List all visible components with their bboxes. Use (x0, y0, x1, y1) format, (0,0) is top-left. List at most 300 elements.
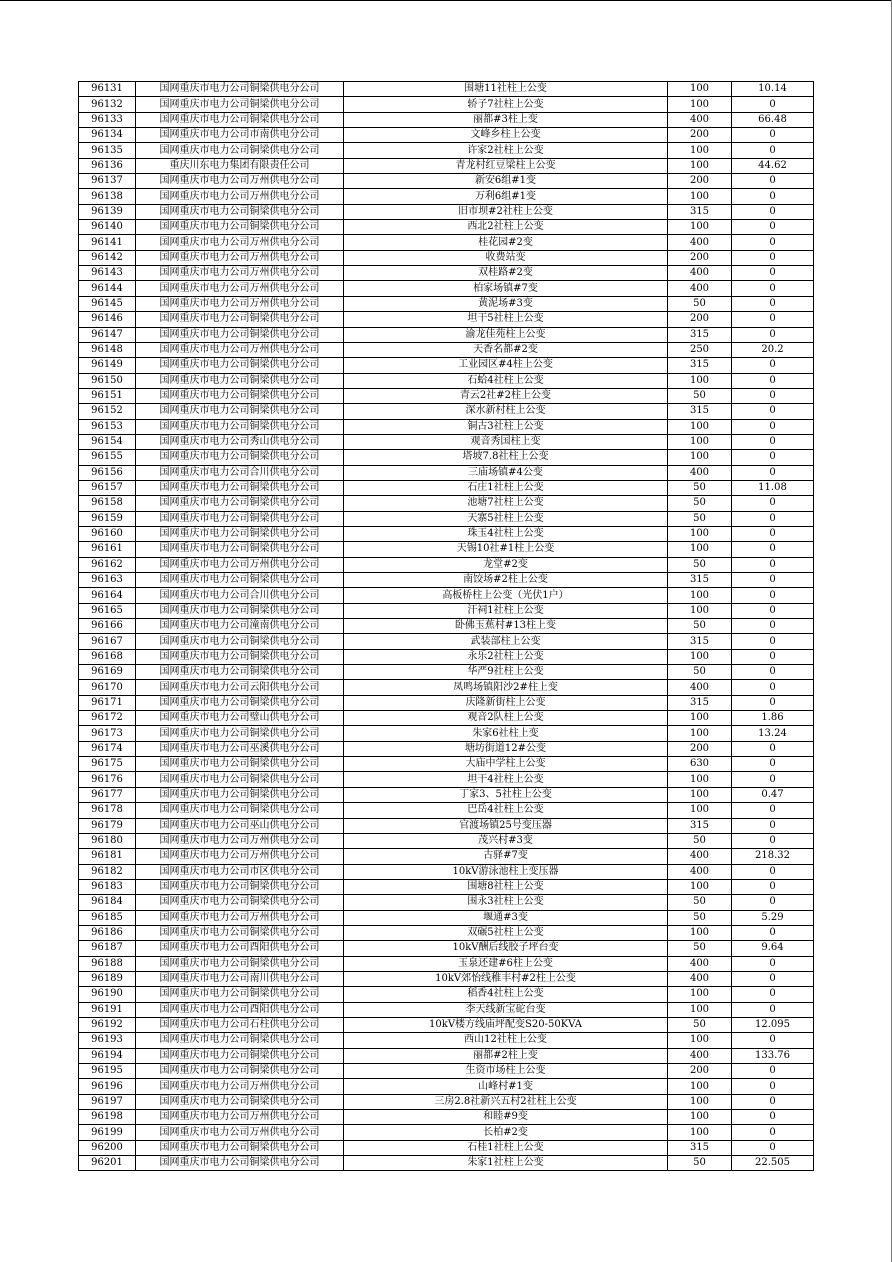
capacity-cell: 200 (668, 1064, 732, 1079)
value-cell: 22.505 (732, 1156, 814, 1171)
row-id-cell: 96131 (79, 82, 136, 97)
company-cell: 国网重庆市电力公司铜梁供电分公司 (136, 1064, 344, 1079)
capacity-cell: 315 (668, 204, 732, 219)
value-cell: 0 (732, 619, 814, 634)
table-row (79, 619, 814, 634)
company-cell: 国网重庆市电力公司铜梁供电分公司 (136, 1094, 344, 1109)
transformer-name-cell: 文峰乡柱上公变 (344, 128, 668, 143)
value-cell: 0 (732, 419, 814, 434)
row-id-cell: 96197 (79, 1094, 136, 1109)
transformer-name-cell: 巴岳4社柱上公变 (344, 803, 668, 818)
company-cell: 国网重庆市电力公司铜梁供电分公司 (136, 757, 344, 772)
row-id-cell: 96156 (79, 465, 136, 480)
row-id-cell: 96173 (79, 726, 136, 741)
capacity-cell: 400 (668, 281, 732, 296)
row-id-cell: 96201 (79, 1156, 136, 1171)
value-cell: 12.095 (732, 1017, 814, 1032)
company-cell: 国网重庆市电力公司铜梁供电分公司 (136, 82, 344, 97)
capacity-cell: 400 (668, 112, 732, 127)
company-cell: 国网重庆市电力公司铜梁供电分公司 (136, 204, 344, 219)
value-cell: 0 (732, 588, 814, 603)
company-cell: 国网重庆市电力公司万州供电分公司 (136, 296, 344, 311)
capacity-cell: 100 (668, 603, 732, 618)
transformer-name-cell: 长柏#2变 (344, 1125, 668, 1140)
table-row (79, 404, 814, 419)
company-cell: 国网重庆市电力公司合川供电分公司 (136, 588, 344, 603)
table-row (79, 803, 814, 818)
value-cell: 0 (732, 281, 814, 296)
capacity-cell: 100 (668, 82, 732, 97)
row-id-cell: 96147 (79, 327, 136, 342)
company-cell: 国网重庆市电力公司铜梁供电分公司 (136, 480, 344, 495)
transformer-name-cell: 收费站变 (344, 250, 668, 265)
transformer-name-cell: 茂兴村#3变 (344, 833, 668, 848)
transformer-name-cell: 铜古3社柱上公变 (344, 419, 668, 434)
transformer-name-cell: 生资市场柱上公变 (344, 1064, 668, 1079)
company-cell: 国网重庆市电力公司铜梁供电分公司 (136, 573, 344, 588)
table-row (79, 925, 814, 940)
row-id-cell: 96170 (79, 680, 136, 695)
company-cell: 国网重庆市电力公司铜梁供电分公司 (136, 1033, 344, 1048)
company-cell: 国网重庆市电力公司铜梁供电分公司 (136, 803, 344, 818)
capacity-cell: 100 (668, 97, 732, 112)
table-row (79, 757, 814, 772)
capacity-cell: 100 (668, 711, 732, 726)
company-cell: 国网重庆市电力公司铜梁供电分公司 (136, 143, 344, 158)
transformer-name-cell: 塘坊街道12#公变 (344, 741, 668, 756)
table-row (79, 895, 814, 910)
table-row (79, 818, 814, 833)
row-id-cell: 96199 (79, 1125, 136, 1140)
company-cell: 国网重庆市电力公司铜梁供电分公司 (136, 419, 344, 434)
capacity-cell: 315 (668, 573, 732, 588)
capacity-cell: 50 (668, 895, 732, 910)
company-cell: 国网重庆市电力公司铜梁供电分公司 (136, 373, 344, 388)
transformer-name-cell: 丽都#2柱上变 (344, 1048, 668, 1063)
row-id-cell: 96179 (79, 818, 136, 833)
value-cell: 0 (732, 327, 814, 342)
table-row (79, 158, 814, 173)
table-row (79, 1002, 814, 1017)
row-id-cell: 96150 (79, 373, 136, 388)
company-cell: 国网重庆市电力公司万州供电分公司 (136, 1125, 344, 1140)
value-cell: 0 (732, 772, 814, 787)
row-id-cell: 96180 (79, 833, 136, 848)
row-id-cell: 96135 (79, 143, 136, 158)
row-id-cell: 96148 (79, 342, 136, 357)
company-cell: 国网重庆市电力公司铜梁供电分公司 (136, 956, 344, 971)
company-cell: 国网重庆市电力公司合川供电分公司 (136, 465, 344, 480)
value-cell: 0 (732, 511, 814, 526)
company-cell: 国网重庆市电力公司万州供电分公司 (136, 174, 344, 189)
value-cell: 0 (732, 680, 814, 695)
company-cell: 国网重庆市电力公司万州供电分公司 (136, 342, 344, 357)
row-id-cell: 96149 (79, 358, 136, 373)
transformer-name-cell: 工业园区#4柱上公变 (344, 358, 668, 373)
capacity-cell: 100 (668, 987, 732, 1002)
row-id-cell: 96133 (79, 112, 136, 127)
value-cell: 0 (732, 204, 814, 219)
capacity-cell: 400 (668, 266, 732, 281)
value-cell: 0 (732, 220, 814, 235)
value-cell: 0 (732, 557, 814, 572)
row-id-cell: 96134 (79, 128, 136, 143)
table-row (79, 542, 814, 557)
transformer-name-cell: 天香名都#2变 (344, 342, 668, 357)
capacity-cell: 50 (668, 1156, 732, 1171)
row-id-cell: 96159 (79, 511, 136, 526)
capacity-cell: 315 (668, 695, 732, 710)
capacity-cell: 100 (668, 1033, 732, 1048)
capacity-cell: 400 (668, 849, 732, 864)
row-id-cell: 96167 (79, 634, 136, 649)
capacity-cell: 200 (668, 174, 732, 189)
transformer-name-cell: 青云2社#2柱上公变 (344, 388, 668, 403)
table-body (79, 82, 814, 1171)
company-cell: 国网重庆市电力公司铜梁供电分公司 (136, 542, 344, 557)
table-row (79, 204, 814, 219)
transformer-name-cell: 朱家1社柱上公变 (344, 1156, 668, 1171)
transformer-name-cell: 官渡场镇25号变压器 (344, 818, 668, 833)
transformer-name-cell: 10kV酬后线胶子坪台变 (344, 941, 668, 956)
value-cell: 5.29 (732, 910, 814, 925)
table-row (79, 143, 814, 158)
transformer-name-cell: 玉泉还建#6柱上公变 (344, 956, 668, 971)
table-row (79, 82, 814, 97)
company-cell: 国网重庆市电力公司铜梁供电分公司 (136, 388, 344, 403)
row-id-cell: 96190 (79, 987, 136, 1002)
company-cell: 国网重庆市电力公司铜梁供电分公司 (136, 112, 344, 127)
value-cell: 0 (732, 573, 814, 588)
row-id-cell: 96171 (79, 695, 136, 710)
table-row (79, 281, 814, 296)
transformer-name-cell: 稻香4社柱上公变 (344, 987, 668, 1002)
value-cell: 0 (732, 956, 814, 971)
value-cell: 0 (732, 649, 814, 664)
value-cell: 0 (732, 634, 814, 649)
transformer-name-cell: 渝龙佳苑柱上公变 (344, 327, 668, 342)
transformer-name-cell: 龙堂#2变 (344, 557, 668, 572)
row-id-cell: 96192 (79, 1017, 136, 1032)
row-id-cell: 96139 (79, 204, 136, 219)
capacity-cell: 315 (668, 404, 732, 419)
value-cell: 0 (732, 1033, 814, 1048)
table-row (79, 726, 814, 741)
transformer-name-cell: 池塘7社柱上公变 (344, 496, 668, 511)
company-cell: 国网重庆市电力公司市南供电分公司 (136, 128, 344, 143)
table-row (79, 971, 814, 986)
row-id-cell: 96189 (79, 971, 136, 986)
value-cell: 1.86 (732, 711, 814, 726)
table-row (79, 695, 814, 710)
company-cell: 国网重庆市电力公司铜梁供电分公司 (136, 772, 344, 787)
company-cell: 国网重庆市电力公司万州供电分公司 (136, 1079, 344, 1094)
company-cell: 国网重庆市电力公司铜梁供电分公司 (136, 511, 344, 526)
company-cell: 国网重庆市电力公司铜梁供电分公司 (136, 97, 344, 112)
company-cell: 国网重庆市电力公司铜梁供电分公司 (136, 1140, 344, 1155)
capacity-cell: 100 (668, 726, 732, 741)
value-cell: 0 (732, 97, 814, 112)
value-cell: 0 (732, 971, 814, 986)
row-id-cell: 96194 (79, 1048, 136, 1063)
capacity-cell: 400 (668, 680, 732, 695)
company-cell: 国网重庆市电力公司铜梁供电分公司 (136, 695, 344, 710)
capacity-cell: 400 (668, 971, 732, 986)
table-row (79, 879, 814, 894)
company-cell: 国网重庆市电力公司铜梁供电分公司 (136, 665, 344, 680)
company-cell: 国网重庆市电力公司万州供电分公司 (136, 250, 344, 265)
table-row (79, 573, 814, 588)
transformer-name-cell: 旧市坝#2社柱上公变 (344, 204, 668, 219)
capacity-cell: 50 (668, 1017, 732, 1032)
table-row (79, 373, 814, 388)
company-cell: 国网重庆市电力公司酉阳供电分公司 (136, 941, 344, 956)
value-cell: 0 (732, 128, 814, 143)
company-cell: 国网重庆市电力公司市区供电分公司 (136, 864, 344, 879)
value-cell: 0 (732, 250, 814, 265)
company-cell: 国网重庆市电力公司云阳供电分公司 (136, 680, 344, 695)
capacity-cell: 100 (668, 434, 732, 449)
transformer-name-cell: 塔坡7.8社柱上公变 (344, 450, 668, 465)
table-row (79, 941, 814, 956)
capacity-cell: 50 (668, 665, 732, 680)
value-cell: 0 (732, 1079, 814, 1094)
capacity-cell: 250 (668, 342, 732, 357)
company-cell: 国网重庆市电力公司万州供电分公司 (136, 189, 344, 204)
capacity-cell: 50 (668, 496, 732, 511)
transformer-name-cell: 青龙村红豆梁柱上公变 (344, 158, 668, 173)
table-row (79, 342, 814, 357)
row-id-cell: 96172 (79, 711, 136, 726)
capacity-cell: 100 (668, 588, 732, 603)
company-cell: 国网重庆市电力公司酉阳供电分公司 (136, 1002, 344, 1017)
capacity-cell: 100 (668, 1079, 732, 1094)
table-row (79, 526, 814, 541)
transformer-name-cell: 永乐2社柱上公变 (344, 649, 668, 664)
capacity-cell: 100 (668, 1125, 732, 1140)
transformer-name-cell: 柏家场镇#7变 (344, 281, 668, 296)
capacity-cell: 100 (668, 143, 732, 158)
company-cell: 国网重庆市电力公司铜梁供电分公司 (136, 603, 344, 618)
transformer-name-cell: 天锡10社#1柱上公变 (344, 542, 668, 557)
company-cell: 国网重庆市电力公司万州供电分公司 (136, 1110, 344, 1125)
transformer-name-cell: 武装部柱上公变 (344, 634, 668, 649)
row-id-cell: 96165 (79, 603, 136, 618)
row-id-cell: 96151 (79, 388, 136, 403)
capacity-cell: 100 (668, 1110, 732, 1125)
company-cell: 国网重庆市电力公司铜梁供电分公司 (136, 327, 344, 342)
value-cell: 0 (732, 925, 814, 940)
value-cell: 0 (732, 388, 814, 403)
transformer-name-cell: 大庙中学柱上公变 (344, 757, 668, 772)
top-border-line (0, 0, 892, 1)
table-row (79, 849, 814, 864)
value-cell: 0 (732, 665, 814, 680)
value-cell: 13.24 (732, 726, 814, 741)
value-cell: 0.47 (732, 787, 814, 802)
table-row (79, 97, 814, 112)
transformer-name-cell: 天寨5社柱上公变 (344, 511, 668, 526)
company-cell: 国网重庆市电力公司万州供电分公司 (136, 833, 344, 848)
table-row (79, 649, 814, 664)
value-cell: 0 (732, 987, 814, 1002)
company-cell: 国网重庆市电力公司石柱供电分公司 (136, 1017, 344, 1032)
value-cell: 0 (732, 603, 814, 618)
capacity-cell: 100 (668, 158, 732, 173)
row-id-cell: 96195 (79, 1064, 136, 1079)
table-row (79, 1033, 814, 1048)
value-cell: 0 (732, 358, 814, 373)
transformer-name-cell: 双碾5社柱上公变 (344, 925, 668, 940)
table-row (79, 235, 814, 250)
transformer-name-cell: 石庄1社柱上公变 (344, 480, 668, 495)
company-cell: 国网重庆市电力公司万州供电分公司 (136, 266, 344, 281)
capacity-cell: 400 (668, 1048, 732, 1063)
row-id-cell: 96160 (79, 526, 136, 541)
value-cell: 0 (732, 879, 814, 894)
table-row (79, 634, 814, 649)
transformer-name-cell: 观音秀国柱上变 (344, 434, 668, 449)
table-row (79, 557, 814, 572)
transformer-name-cell: 古驿#7变 (344, 849, 668, 864)
transformer-table (78, 81, 814, 1171)
row-id-cell: 96137 (79, 174, 136, 189)
company-cell: 国网重庆市电力公司铜梁供电分公司 (136, 1048, 344, 1063)
value-cell: 0 (732, 695, 814, 710)
value-cell: 0 (732, 1002, 814, 1017)
capacity-cell: 50 (668, 833, 732, 848)
table-row (79, 496, 814, 511)
capacity-cell: 50 (668, 480, 732, 495)
capacity-cell: 100 (668, 419, 732, 434)
row-id-cell: 96157 (79, 480, 136, 495)
transformer-name-cell: 丁家3、5社柱上公变 (344, 787, 668, 802)
table-row (79, 220, 814, 235)
company-cell: 国网重庆市电力公司铜梁供电分公司 (136, 526, 344, 541)
value-cell: 11.08 (732, 480, 814, 495)
value-cell: 10.14 (732, 82, 814, 97)
table-row (79, 910, 814, 925)
capacity-cell: 200 (668, 128, 732, 143)
table-row (79, 1064, 814, 1079)
company-cell: 国网重庆市电力公司璧山供电分公司 (136, 711, 344, 726)
row-id-cell: 96198 (79, 1110, 136, 1125)
value-cell: 0 (732, 312, 814, 327)
capacity-cell: 100 (668, 542, 732, 557)
company-cell: 国网重庆市电力公司铜梁供电分公司 (136, 987, 344, 1002)
value-cell: 0 (732, 404, 814, 419)
row-id-cell: 96153 (79, 419, 136, 434)
company-cell: 国网重庆市电力公司万州供电分公司 (136, 557, 344, 572)
table-row (79, 787, 814, 802)
row-id-cell: 96185 (79, 910, 136, 925)
company-cell: 国网重庆市电力公司铜梁供电分公司 (136, 220, 344, 235)
row-id-cell: 96168 (79, 649, 136, 664)
transformer-name-cell: 深水新村柱上公变 (344, 404, 668, 419)
table-row (79, 1094, 814, 1109)
table-row (79, 266, 814, 281)
table-row (79, 833, 814, 848)
value-cell: 0 (732, 174, 814, 189)
capacity-cell: 100 (668, 450, 732, 465)
table-row (79, 987, 814, 1002)
table-row (79, 450, 814, 465)
row-id-cell: 96138 (79, 189, 136, 204)
row-id-cell: 96146 (79, 312, 136, 327)
table-row (79, 1140, 814, 1155)
transformer-name-cell: 坦干5社柱上公变 (344, 312, 668, 327)
row-id-cell: 96154 (79, 434, 136, 449)
table-row (79, 1017, 814, 1032)
value-cell: 0 (732, 143, 814, 158)
table-row (79, 864, 814, 879)
company-cell: 国网重庆市电力公司铜梁供电分公司 (136, 634, 344, 649)
transformer-name-cell: 10kV楼方线庙坪配变S20-50KVA (344, 1017, 668, 1032)
table-row (79, 358, 814, 373)
value-cell: 9.64 (732, 941, 814, 956)
value-cell: 218.32 (732, 849, 814, 864)
company-cell: 国网重庆市电力公司铜梁供电分公司 (136, 787, 344, 802)
row-id-cell: 96183 (79, 879, 136, 894)
table-row (79, 711, 814, 726)
transformer-name-cell: 石桂1社柱上公变 (344, 1140, 668, 1155)
capacity-cell: 100 (668, 1002, 732, 1017)
capacity-cell: 50 (668, 296, 732, 311)
capacity-cell: 100 (668, 649, 732, 664)
row-id-cell: 96144 (79, 281, 136, 296)
transformer-name-cell: 卧佛玉蕉村#13柱上变 (344, 619, 668, 634)
company-cell: 国网重庆市电力公司铜梁供电分公司 (136, 925, 344, 940)
table-row (79, 680, 814, 695)
value-cell: 44.62 (732, 158, 814, 173)
transformer-name-cell: 南饺场#2柱上公变 (344, 573, 668, 588)
value-cell: 0 (732, 757, 814, 772)
transformer-name-cell: 堰通#3变 (344, 910, 668, 925)
row-id-cell: 96152 (79, 404, 136, 419)
capacity-cell: 100 (668, 373, 732, 388)
transformer-name-cell: 山峰村#1变 (344, 1079, 668, 1094)
row-id-cell: 96132 (79, 97, 136, 112)
company-cell: 重庆川东电力集团有限责任公司 (136, 158, 344, 173)
row-id-cell: 96155 (79, 450, 136, 465)
table-row (79, 312, 814, 327)
transformer-name-cell: 丽都#3柱上变 (344, 112, 668, 127)
table-row (79, 1048, 814, 1063)
capacity-cell: 100 (668, 526, 732, 541)
capacity-cell: 200 (668, 250, 732, 265)
capacity-cell: 315 (668, 327, 732, 342)
value-cell: 0 (732, 818, 814, 833)
capacity-cell: 400 (668, 235, 732, 250)
capacity-cell: 100 (668, 189, 732, 204)
value-cell: 0 (732, 1064, 814, 1079)
value-cell: 0 (732, 189, 814, 204)
table-row (79, 603, 814, 618)
table-row (79, 1156, 814, 1171)
row-id-cell: 96143 (79, 266, 136, 281)
company-cell: 国网重庆市电力公司铜梁供电分公司 (136, 312, 344, 327)
row-id-cell: 96141 (79, 235, 136, 250)
company-cell: 国网重庆市电力公司万州供电分公司 (136, 910, 344, 925)
row-id-cell: 96186 (79, 925, 136, 940)
capacity-cell: 400 (668, 956, 732, 971)
company-cell: 国网重庆市电力公司巫溪供电分公司 (136, 741, 344, 756)
table-row (79, 772, 814, 787)
value-cell: 0 (732, 864, 814, 879)
value-cell: 0 (732, 1094, 814, 1109)
transformer-name-cell: 三庙场镇#4公变 (344, 465, 668, 480)
row-id-cell: 96164 (79, 588, 136, 603)
